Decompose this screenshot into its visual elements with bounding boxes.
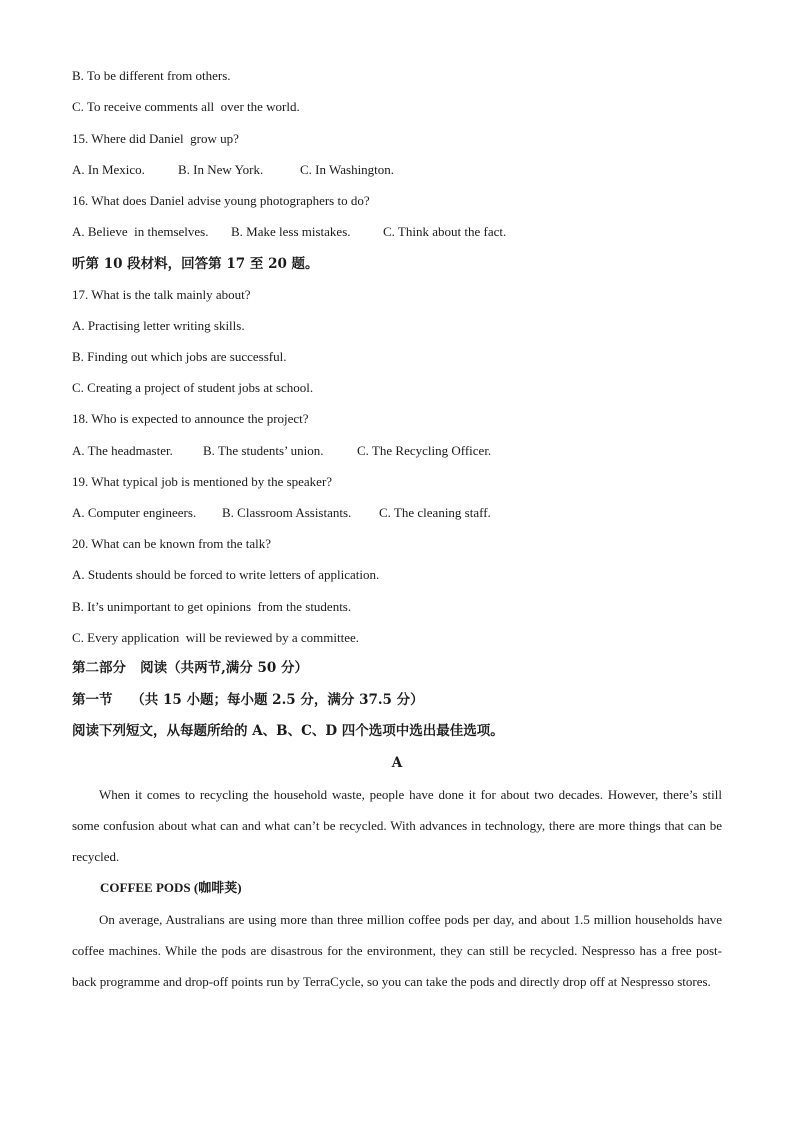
q17-option-c: C. Creating a project of student jobs at school. [72, 380, 314, 395]
q20-option-a: A. Students should be forced to write letters of application. [72, 567, 380, 582]
q16-option-c: C. Think about the fact. [383, 224, 507, 239]
q18-question: 18. Who is expected to announce the project? [72, 411, 309, 426]
q15-option-c: C. In Washington. [300, 162, 395, 177]
q18-option-b: B. The students’ union. [203, 443, 324, 458]
section1-heading: 第一节 （共 15 小题；每小题 2.5 分，满分 37.5 分） [72, 692, 424, 708]
passage-label: A [391, 755, 403, 771]
section10-instruction: 听第 10 段材料，回答第 17 至 20 题。 [72, 256, 319, 272]
q20-question: 20. What can be known from the talk? [72, 536, 272, 551]
part2-heading: 第二部分 阅读（共两节,满分 50 分） [72, 660, 308, 676]
q18-option-a: A. The headmaster. [72, 443, 173, 458]
q17-option-a: A. Practising letter writing skills. [72, 318, 245, 333]
q16-option-b: B. Make less mistakes. [231, 224, 351, 239]
q17-option-b: B. Finding out which jobs are successful. [72, 349, 287, 364]
reading-instruction: 阅读下列短文，从每题所给的 A、B、C、D 四个选项中选出最佳选项。 [72, 723, 504, 739]
q18-option-c: C. The Recycling Officer. [357, 443, 492, 458]
q19-question: 19. What typical job is mentioned by the speaker? [72, 474, 333, 489]
q19-option-b: B. Classroom Assistants. [222, 505, 352, 520]
coffee-pods-subheading: COFFEE PODS (咖啡荚) [100, 880, 242, 895]
passage-paragraph-1: When it comes to recycling the household waste, people have done it for about two decades. However, there’s still some confusion about what can and what can’t be recycled. With advances in technology, there are more things that can be recycled. [72, 787, 722, 864]
q15-option-a: A. In Mexico. [72, 162, 145, 177]
q19-option-a: A. Computer engineers. [72, 505, 197, 520]
q17-question: 17. What is the talk mainly about? [72, 287, 251, 302]
passage-paragraph-2: On average, Australians are using more than three million coffee pods per day, and about 1.5 million households have coffee machines. While the pods are disastrous for the environment, they can still be recycled. Nespresso has a free post-back programme and drop-off points run by TerraCycle, so you can take the pods and directly drop off at Nespresso stores. [72, 912, 722, 989]
q15-question: 15. Where did Daniel grow up? [72, 131, 239, 146]
q15-option-b: B. In New York. [178, 162, 264, 177]
q14-option-b: B. To be different from others. [72, 68, 231, 83]
q16-option-a: A. Believe in themselves. [72, 224, 209, 239]
q20-option-b: B. It’s unimportant to get opinions from the students. [72, 599, 352, 614]
q19-option-c: C. The cleaning staff. [379, 505, 491, 520]
q20-option-c: C. Every application will be reviewed by a committee. [72, 630, 359, 645]
q14-option-c: C. To receive comments all over the world. [72, 99, 300, 114]
q16-question: 16. What does Daniel advise young photographers to do? [72, 193, 370, 208]
